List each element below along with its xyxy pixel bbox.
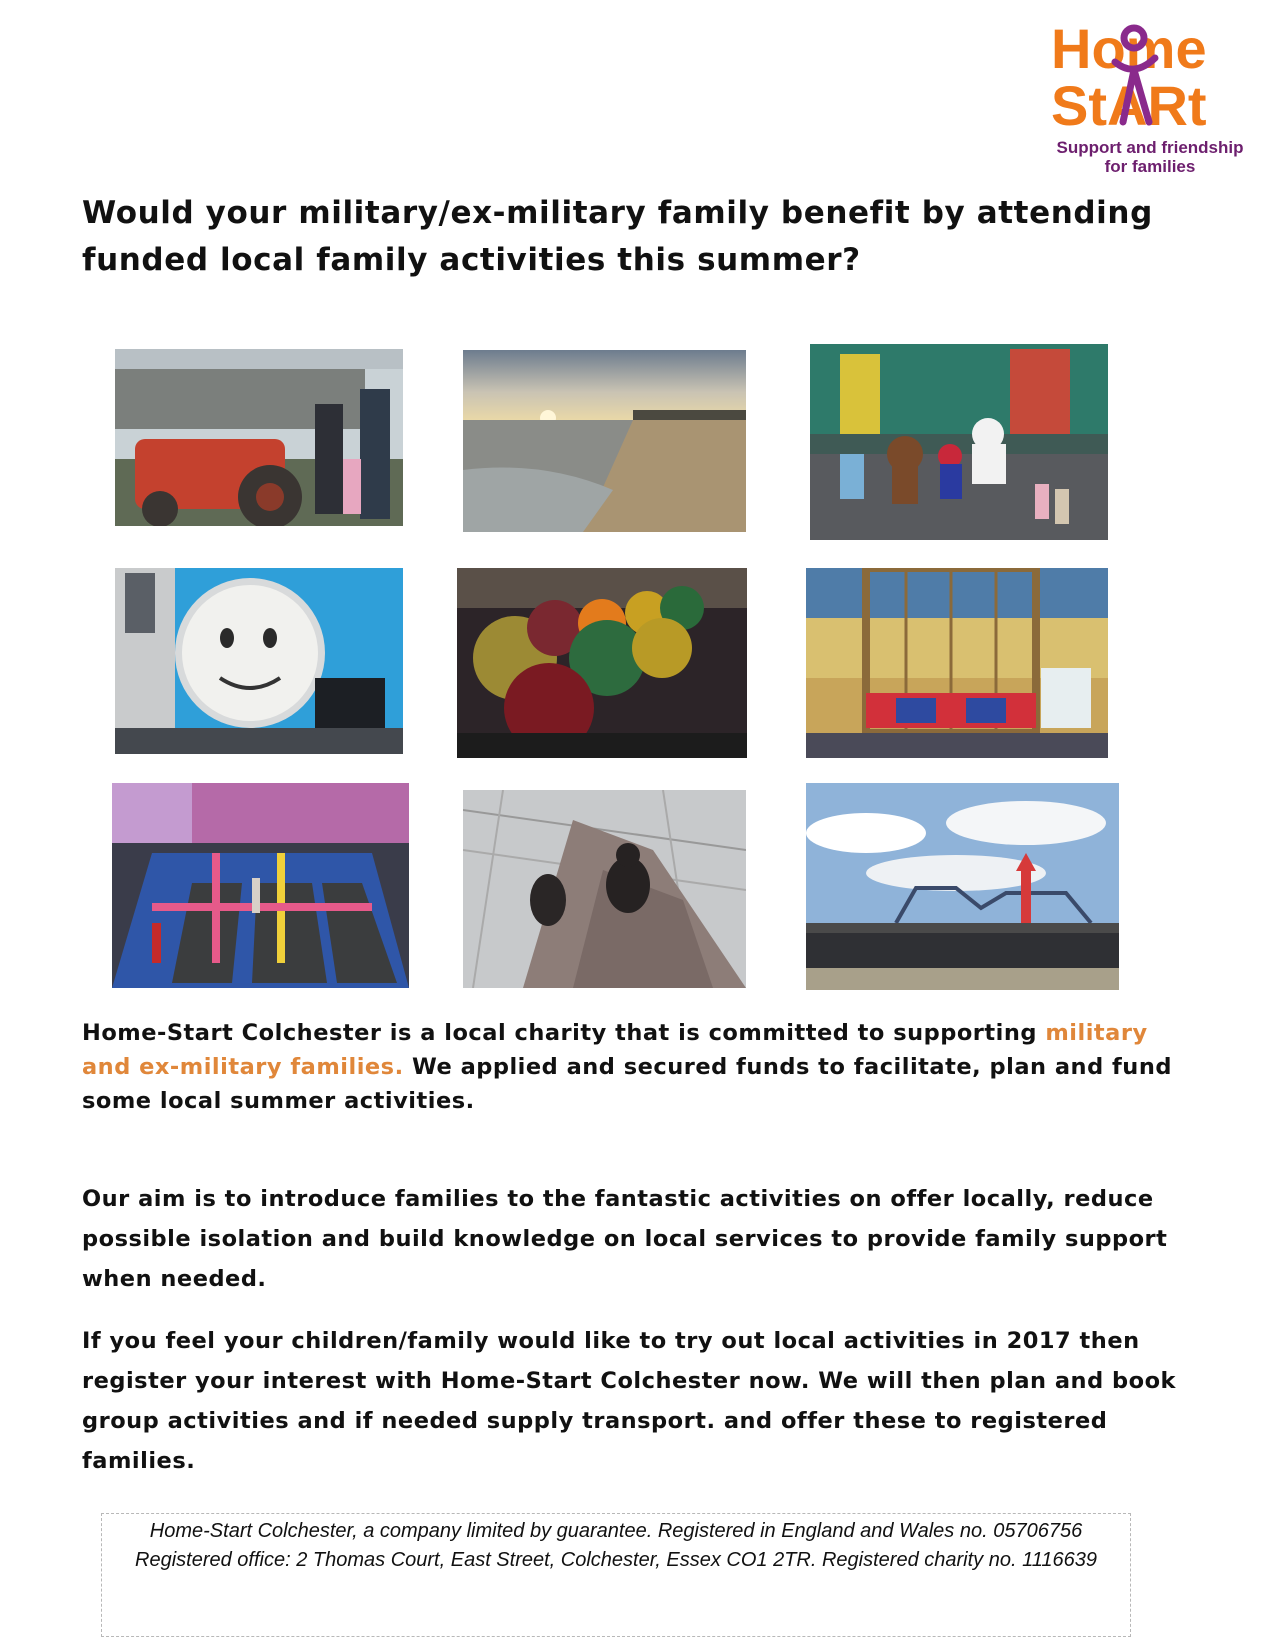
trampoline-park-photo [112, 783, 409, 988]
military-families-highlight: military and ex-military families. [82, 1020, 1148, 1080]
indoor-play-frame-photo [806, 568, 1108, 758]
intro-text-continued: We applied and secured funds to facilitate, plan and fund some local summer activities. [82, 1054, 1172, 1114]
beach-huts-sunset-photo [463, 350, 746, 532]
logo-word-start: StARt [1051, 74, 1207, 137]
footer-line-1: Home-Start Colchester, a company limited by guarantee. Registered in England and Wales no. 05706756 [149, 1520, 1083, 1542]
farm-tractor-photo [115, 349, 403, 526]
headline-line-2: funded local family activities this summer? [82, 242, 861, 278]
chimpanzee-enclosure-photo [463, 790, 746, 988]
register-interest-paragraph: If you feel your children/family would like to try out local activities in 2017 then register your interest with Home-Start Colchester now. We will then plan and book group activities and if needed supply transport. and offer these to registered families. [82, 1328, 1177, 1474]
headline-line-1: Would your military/ex-military family benefit by attending [82, 195, 1153, 231]
page-headline [82, 190, 1162, 284]
home-start-logo-mark [1045, 10, 1255, 138]
intro-paragraph [82, 1016, 1192, 1118]
thomas-tank-engine-photo [115, 568, 403, 754]
aim-paragraph: Our aim is to introduce families to the fantastic activities on offer locally, reduce possible isolation and build knowledge on local services to provide family support when needed. [82, 1186, 1168, 1292]
bowling-balls-photo [457, 568, 747, 758]
footer-line-2: Registered office: 2 Thomas Court, East Street, Colchester, Essex CO1 2TR. Registered charity no. 1116639 [135, 1549, 1097, 1571]
home-start-logo [1045, 10, 1255, 185]
logo-word-home: Home [1051, 17, 1207, 80]
pier-rollercoaster-photo [806, 783, 1119, 990]
tagline-line-2: for families [1104, 157, 1196, 176]
tagline-line-1: Support and friendship [1056, 138, 1244, 157]
logo-tagline [1045, 138, 1255, 176]
intro-text: Home-Start Colchester is a local charity that is committed to supporting [82, 1020, 1046, 1046]
company-registration-footer [101, 1513, 1131, 1637]
soft-play-characters-photo [810, 344, 1108, 540]
